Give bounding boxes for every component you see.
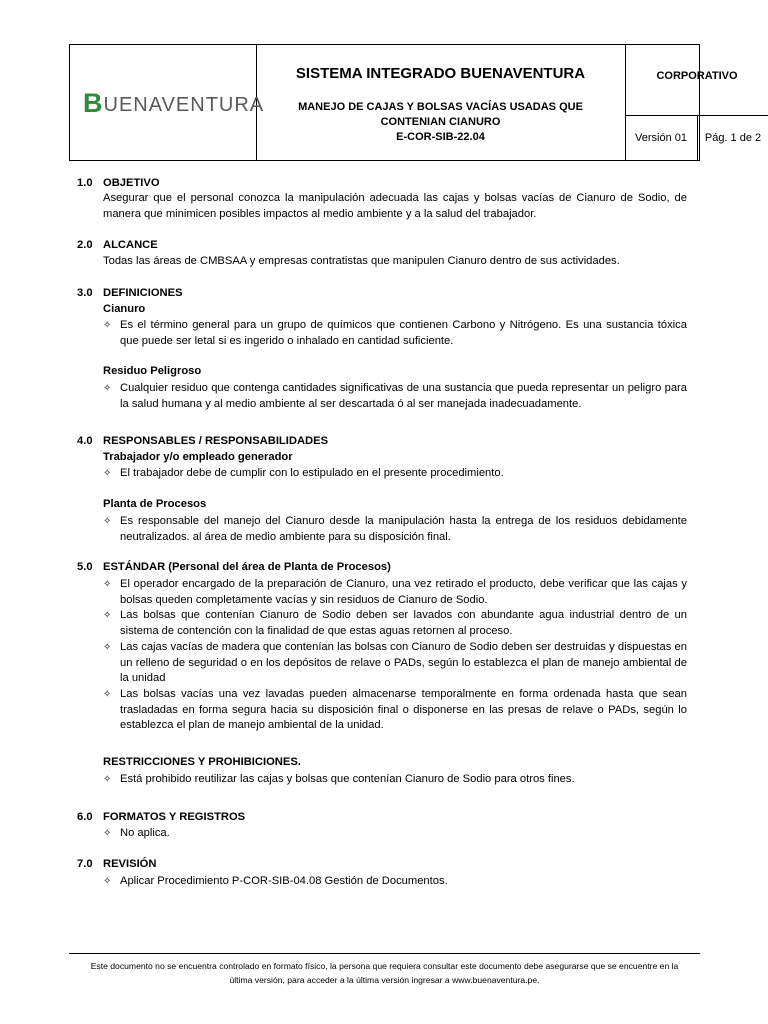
version-cell: Versión 01 — [625, 115, 698, 160]
subheading-planta-procesos: Planta de Procesos — [103, 498, 207, 510]
document-code: E-COR-SIB-22.04 — [396, 131, 485, 143]
list-item: ✧ Las cajas vacías de madera que contenían las bolsas con Cianuro de Sodio deben ser destruidas y dispuestas en un relleno de seguridad o en los depósitos de relave o PADs, según lo establezca el plan de manejo ambiental de la unidad — [103, 641, 687, 685]
section-heading-definiciones: 3.0 DEFINICIONES — [77, 287, 183, 299]
list-item: ✧ Aplicar Procedimiento P-COR-SIB-04.08 Gestión de Documentos. — [103, 874, 687, 890]
bullet-star-icon: ✧ — [103, 579, 112, 590]
footer-divider — [69, 953, 700, 954]
subheading-trabajador: Trabajador y/o empleado generador — [103, 451, 293, 463]
list-item: ✧ Cualquier residuo que contenga cantidades significativas de una sustancia que pueda representar un peligro para la salud humana y al medio ambiente al ser descartada ó al ser manejada inadecuadamente. — [103, 382, 687, 410]
section-heading-estandar: 5.0 ESTÁNDAR (Personal del área de Planta de Procesos) — [77, 561, 391, 573]
list-item: ✧ No aplica. — [103, 826, 687, 842]
bullet-star-icon: ✧ — [103, 642, 112, 653]
subheading-residuo-peligroso: Residuo Peligroso — [103, 365, 202, 377]
section-heading-revision: 7.0 REVISIÓN — [77, 858, 157, 870]
list-item: ✧ Está prohibido reutilizar las cajas y bolsas que contenían Cianuro de Sodio para otros fines. — [103, 772, 687, 788]
list-item: ✧ Es responsable del manejo del Cianuro desde la manipulación hasta la entrega de los residuos debidamente neutralizados. al área de medio ambiente para su disposición final. — [103, 515, 687, 543]
bullet-star-icon: ✧ — [103, 828, 112, 839]
category-cell: CORPORATIVO — [625, 45, 768, 116]
bullet-star-icon: ✧ — [103, 320, 112, 331]
footer-note: Este documento no se encuentra controlado en formato físico, la persona que requiera consultar este documento debe asegurarse que se encuentre en la última versión, para acceder a la última versión ingresar a www.buenaventura.pe. — [90, 961, 679, 985]
section-heading-responsables: 4.0 RESPONSABLES / RESPONSABILIDADES — [77, 435, 329, 447]
bullet-star-icon: ✧ — [103, 774, 112, 785]
company-logo: BUENAVENTURA — [83, 88, 265, 118]
document-title: MANEJO DE CAJAS Y BOLSAS VACÍAS USADAS QUE CONTENIAN CIANURO E-COR-SIB-22.04 — [256, 100, 625, 145]
page-number-cell: Pág. 1 de 2 — [704, 132, 762, 144]
bullet-star-icon: ✧ — [103, 383, 112, 394]
bullet-star-icon: ✧ — [103, 516, 112, 527]
alcance-text: Todas las áreas de CMBSAA y empresas contratistas que manipulen Cianuro dentro de sus actividades. — [103, 255, 620, 267]
bullet-star-icon: ✧ — [103, 468, 112, 479]
list-item: ✧ Es el término general para un grupo de químicos que contienen Carbono y Nitrógeno. Es una sustancia tóxica que puede ser letal si es ingerido o inhalado en cantidad suficiente. — [103, 319, 687, 347]
section-heading-alcance: 2.0 ALCANCE — [77, 239, 158, 251]
logo-cell — [70, 45, 265, 160]
subheading-restricciones: RESTRICCIONES Y PROHIBICIONES. — [103, 756, 301, 768]
objetivo-text: Asegurar que el personal conozca la manipulación adecuada las cajas y bolsas vacías de Cianuro de Sodio, de manera que minimicen posibles impactos al medio ambiente y a la salud del trabajador. — [103, 192, 687, 220]
list-item: ✧ Las bolsas vacías una vez lavadas pueden almacenarse temporalmente en forma ordenada hasta que sean trasladadas en forma segura hacia su disposición final o disponerse en las presas de relave o PADs, según lo establezca el plan de manejo ambiental de la unidad. — [103, 688, 687, 732]
section-heading-objetivo: 1.0 OBJETIVO — [77, 177, 160, 189]
list-item: ✧ El operador encargado de la preparación de Cianuro, una vez retirado el producto, debe verificar que las cajas y bolsas queden completamente vacías y sin residuos de Cianuro de Sodio. — [103, 578, 687, 606]
bullet-star-icon: ✧ — [103, 610, 112, 621]
title-cell — [256, 45, 626, 160]
section-heading-formatos: 6.0 FORMATOS Y REGISTROS — [77, 811, 246, 823]
document-header — [69, 44, 762, 161]
bullet-star-icon: ✧ — [103, 876, 112, 887]
list-item: ✧ Las bolsas que contenían Cianuro de Sodio deben ser lavados con abundante agua industrial dentro de un sistema de contención con la finalidad de que estas aguas retornen al proceso. — [103, 609, 687, 637]
bullet-star-icon: ✧ — [103, 689, 112, 700]
subheading-cianuro: Cianuro — [103, 303, 146, 315]
list-item: ✧ El trabajador debe de cumplir con lo estipulado en el presente procedimiento. — [103, 466, 687, 482]
system-title: SISTEMA INTEGRADO BUENAVENTURA — [295, 65, 586, 82]
